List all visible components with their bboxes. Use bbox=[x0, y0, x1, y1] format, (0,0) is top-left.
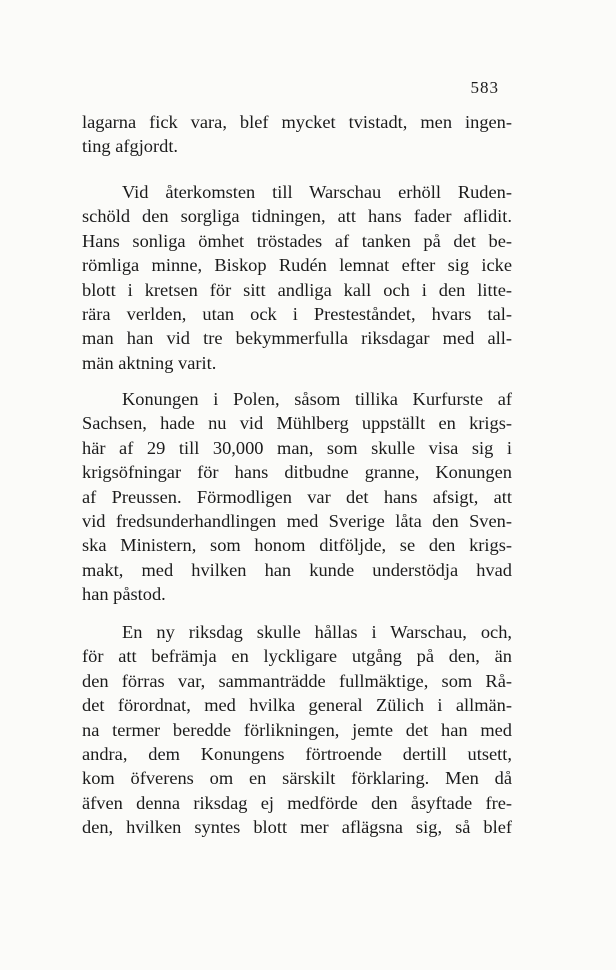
paragraph-4 bbox=[82, 620, 512, 840]
paragraph-2 bbox=[82, 180, 512, 375]
text-line: ska Ministern, som honom ditföljde, se den krigs- bbox=[82, 535, 512, 556]
text-line: det förordnat, med hvilka general Zülich i allmän- bbox=[82, 695, 512, 716]
text-line: Konungen i Polen, såsom tillika Kurfurste af bbox=[122, 389, 512, 409]
text-line: äfven denna riksdag ej medförde den åsyftade fre- bbox=[82, 792, 512, 813]
text-line: här af 29 till 30,000 man, som skulle visa sig i bbox=[82, 437, 512, 458]
text-line: Hans sonliga ömhet tröstades af tanken på det be- bbox=[82, 230, 512, 251]
text-line: krigsöfningar för hans ditbudne granne, Konungen bbox=[82, 462, 512, 483]
text-line: blott i kretsen för sitt andliga kall och i den litte- bbox=[82, 279, 512, 300]
text-line: för att befrämja en lyckligare utgång på den, än bbox=[82, 646, 512, 667]
text-line: män aktning varit. bbox=[82, 352, 217, 373]
text-line: kom öfverens om en särskilt förklaring. Men då bbox=[82, 768, 512, 789]
text-line: makt, med hvilken han kunde understödja hvad bbox=[82, 559, 512, 580]
text-line: rära verlden, utan ock i Presteståndet, hvars tal- bbox=[82, 303, 512, 324]
text-line: lagarna fick vara, blef mycket tvistadt, men ingen- bbox=[82, 112, 512, 132]
text-line: römliga minne, Biskop Rudén lemnat efter sig icke bbox=[82, 255, 512, 276]
text-line: vid fredsunderhandlingen med Sverige låta den Sven- bbox=[82, 510, 512, 531]
text-line: na termer beredde förlikningen, jemte det han med bbox=[82, 719, 512, 740]
text-line: man han vid tre bekymmerfulla riksdagar med all- bbox=[82, 328, 512, 349]
paragraph-3 bbox=[82, 387, 512, 607]
page-number: 583 bbox=[470, 78, 499, 97]
text-line: andra, dem Konungens förtroende dertill utsett, bbox=[82, 743, 512, 764]
text-line: den förras var, sammanträdde fullmäktige, som Rå- bbox=[82, 670, 512, 691]
text-line: af Preussen. Förmodligen var det hans afsigt, att bbox=[82, 486, 512, 507]
text-line: schöld den sorgliga tidningen, att hans fader aflidit. bbox=[82, 206, 512, 227]
text-line: Sachsen, hade nu vid Mühlberg uppställt en krigs- bbox=[82, 413, 512, 434]
text-line: den, hvilken syntes blott mer aflägsna sig, så blef bbox=[82, 817, 512, 838]
text-line: ting afgjordt. bbox=[82, 136, 179, 157]
text-line: Vid återkomsten till Warschau erhöll Ruden- bbox=[122, 182, 512, 202]
text-line: En ny riksdag skulle hållas i Warschau, och, bbox=[122, 622, 512, 642]
text-line: han påstod. bbox=[82, 584, 166, 605]
paragraph-1 bbox=[82, 110, 512, 159]
